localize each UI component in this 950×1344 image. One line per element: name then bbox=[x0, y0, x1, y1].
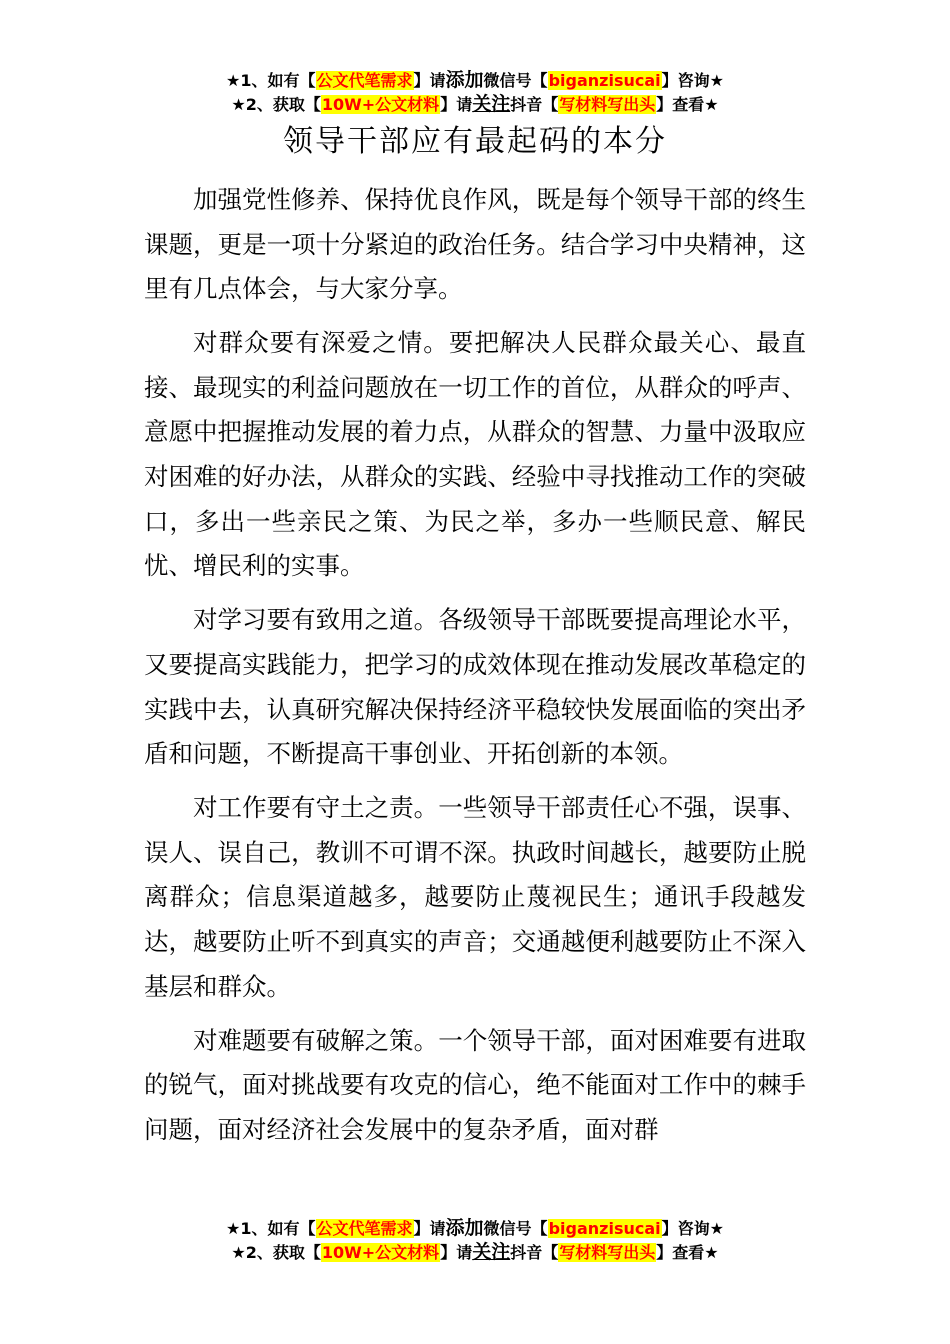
promo-highlight: 写材料写出头 bbox=[559, 1243, 656, 1262]
promo-highlight: 公文代笔需求 bbox=[316, 71, 413, 90]
promo-text: 】咨询★ bbox=[661, 1219, 724, 1238]
paragraph: 对工作要有守土之责。一些领导干部责任心不强，误事、误人、误自己，教训不可谓不深。执政时间越长，越要防止脱离群众；信息渠道越多，越要防止蔑视民生；通讯手段越发达，越要防止听不到真实的声音；交通越便利越要防止不深入基层和群众。 bbox=[144, 793, 806, 1001]
promo-highlight: 写材料写出头 bbox=[559, 95, 656, 114]
promo-text: ★2、获取【 bbox=[231, 95, 321, 114]
promo-highlight: 10W+公文材料 bbox=[321, 1243, 440, 1262]
promo-text: 】查看★ bbox=[656, 1243, 719, 1262]
footer-promo-banner bbox=[0, 1216, 950, 1264]
header-promo-banner bbox=[0, 68, 950, 116]
promo-text: 】请 bbox=[413, 1219, 446, 1238]
promo-highlight: biganzisucai bbox=[548, 1219, 661, 1238]
promo-line-1 bbox=[0, 68, 950, 92]
promo-highlight: 公文代笔需求 bbox=[316, 1219, 413, 1238]
promo-line-2 bbox=[0, 92, 950, 116]
promo-text: 微信号【 bbox=[483, 71, 548, 90]
promo-line-1 bbox=[0, 1216, 950, 1240]
promo-text: ★1、如有【 bbox=[226, 1219, 316, 1238]
paragraph: 加强党性修养、保持优良作风，既是每个领导干部的终生课题，更是一项十分紧迫的政治任务。结合学习中央精神，这里有几点体会，与大家分享。 bbox=[144, 185, 806, 304]
promo-text: 抖音【 bbox=[510, 95, 559, 114]
promo-text: 】咨询★ bbox=[661, 71, 724, 90]
promo-emphasis: 添加 bbox=[445, 1217, 484, 1239]
promo-text: 抖音【 bbox=[510, 1243, 559, 1262]
promo-emphasis: 关注 bbox=[472, 93, 511, 115]
paragraph: 对群众要有深爱之情。要把解决人民群众最关心、最直接、最现实的利益问题放在一切工作的首位，从群众的呼声、意愿中把握推动发展的着力点，从群众的智慧、力量中汲取应对困难的好办法，从群众的实践、经验中寻找推动工作的突破口，多出一些亲民之策、为民之举，多办一些顺民意、解民忧、增民利的实事。 bbox=[144, 328, 806, 581]
paragraph: 对学习要有致用之道。各级领导干部既要提高理论水平，又要提高实践能力，把学习的成效体现在推动发展改革稳定的实践中去，认真研究解决保持经济平稳较快发展面临的突出矛盾和问题，不断提高干事创业、开拓创新的本领。 bbox=[144, 605, 806, 769]
promo-text: ★1、如有【 bbox=[226, 71, 316, 90]
document-body bbox=[144, 178, 806, 1162]
promo-highlight: biganzisucai bbox=[548, 71, 661, 90]
promo-text: 】查看★ bbox=[656, 95, 719, 114]
promo-line-2 bbox=[0, 1240, 950, 1264]
promo-text: ★2、获取【 bbox=[231, 1243, 321, 1262]
promo-text: 】请 bbox=[440, 1243, 473, 1262]
paragraph: 对难题要有破解之策。一个领导干部，面对困难要有进取的锐气，面对挑战要有攻克的信心，绝不能面对工作中的棘手问题，面对经济社会发展中的复杂矛盾，面对群 bbox=[144, 1025, 806, 1144]
promo-emphasis: 添加 bbox=[445, 69, 484, 91]
promo-text: 】请 bbox=[440, 95, 473, 114]
promo-text: 微信号【 bbox=[483, 1219, 548, 1238]
document-title: 领导干部应有最起码的本分 bbox=[283, 124, 667, 159]
promo-text: 】请 bbox=[413, 71, 446, 90]
promo-highlight: 10W+公文材料 bbox=[321, 95, 440, 114]
promo-emphasis: 关注 bbox=[472, 1241, 511, 1263]
